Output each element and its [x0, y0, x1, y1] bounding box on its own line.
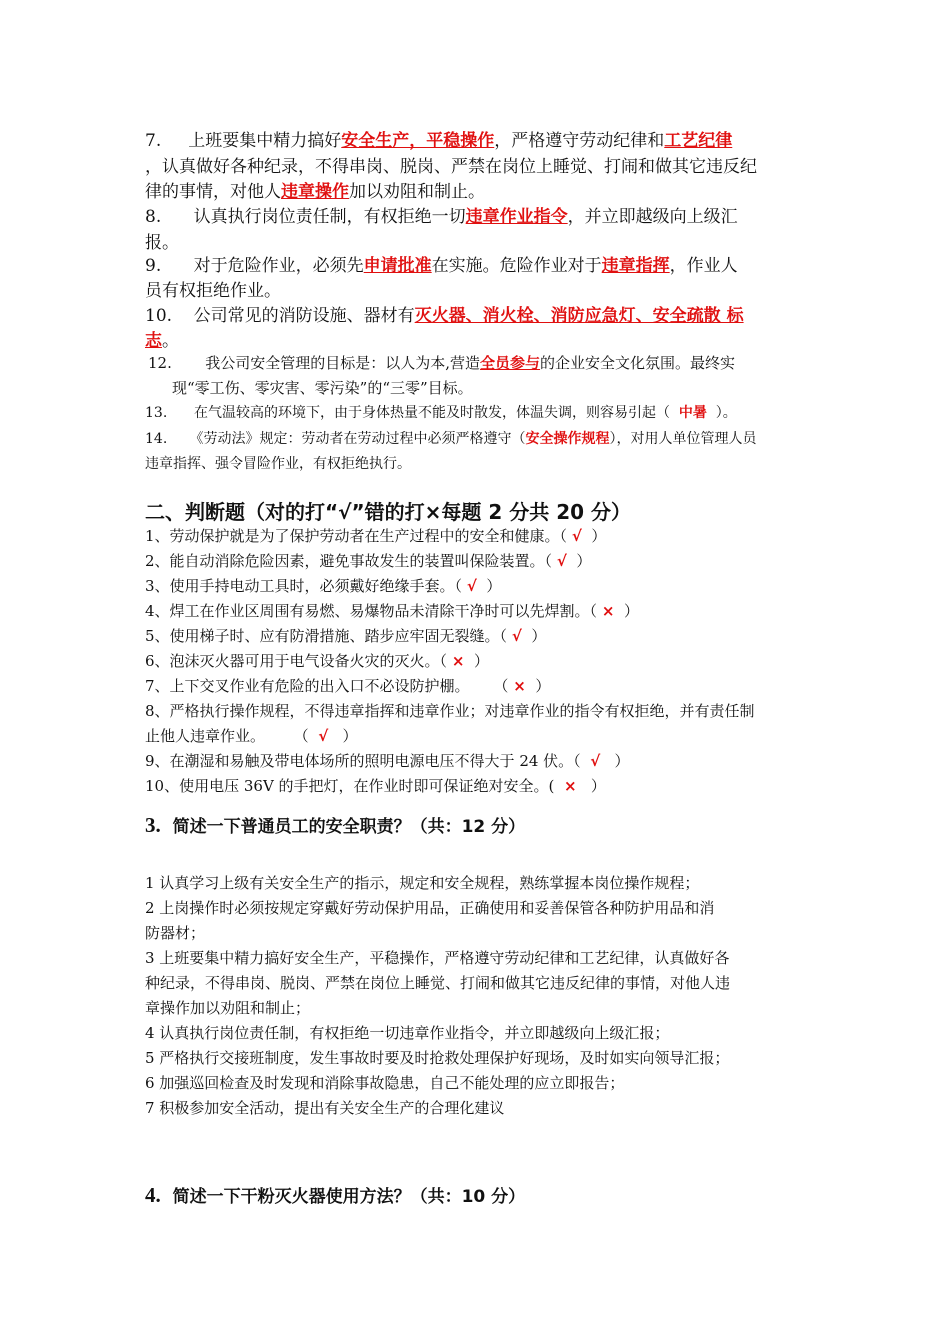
judge-item-3	[145, 575, 501, 596]
question-number: 8.	[145, 207, 162, 227]
fill-question-14-line-2: 违章指挥、强令冒险作业，有权拒绝执行。	[145, 456, 411, 472]
judge-close: ）	[342, 727, 358, 745]
question-text: ），对用人单位管理人员	[609, 431, 757, 447]
judge-close: ）	[576, 552, 592, 570]
answer-mark: ×	[563, 777, 577, 795]
answer-mark: ×	[601, 602, 615, 620]
section-title-judge: 二、判断题（对的打“√”错的打×每题 2 分共 20 分）	[145, 500, 631, 524]
judge-close: ）	[614, 752, 630, 770]
q3-answer-line-9: 6 加强巡回检查及时发现和消除事故隐患，自己不能处理的应立即报告；	[145, 1074, 625, 1092]
question-text: ，作业人	[669, 256, 738, 276]
section-title-text: 简述一下干粉灭火器使用方法？（共：10 分）	[172, 1187, 526, 1207]
judge-text: 10、使用电压 36V 的手把灯，在作业时即可保证绝对安全。(	[145, 777, 555, 795]
section-title-q4	[145, 1182, 525, 1208]
judge-item-7	[145, 675, 550, 696]
judge-item-10	[145, 775, 606, 796]
judge-close: ）	[623, 602, 639, 620]
judge-open: （	[493, 677, 509, 695]
answer-text: 中暑	[678, 405, 707, 421]
q3-answer-line-3: 防器材；	[145, 924, 206, 942]
judge-open: （	[293, 727, 309, 745]
fill-question-8	[145, 202, 738, 227]
answer-mark: ×	[451, 652, 465, 670]
q3-answer-line-7: 4 认真执行岗位责任制，有权拒绝一切违章作业指令，并立即越级向上级汇报；	[145, 1024, 670, 1042]
judge-close: ）	[531, 627, 547, 645]
question-text: 。	[162, 331, 179, 351]
question-text: ，严格遵守劳动纪律和	[494, 131, 665, 151]
q3-answer-line-6: 章操作加以劝阻和制止；	[145, 999, 311, 1017]
judge-item-4	[145, 600, 639, 621]
judge-close: ）	[590, 777, 606, 795]
fill-question-8-line-2: 报。	[145, 233, 179, 253]
answer-blank: 违章操作	[281, 182, 349, 202]
question-text: 《劳动法》规定：劳动者在劳动过程中必须严格遵守（	[189, 431, 526, 447]
q3-answer-line-10: 7 积极参加安全活动，提出有关安全生产的合理化建议	[145, 1099, 505, 1117]
fill-question-9	[145, 251, 738, 276]
answer-blank: 违章指挥	[601, 256, 670, 276]
question-number: 12.	[148, 354, 172, 372]
question-text: 公司常见的消防设施、器材有	[193, 306, 415, 326]
fill-question-12	[148, 352, 735, 373]
section-number: 3.	[145, 813, 161, 837]
answer-blank: 灭火器、消火栓、消防应急灯、安全疏散 标	[414, 306, 744, 326]
q3-answer-line-4: 3 上班要集中精力搞好安全生产，平稳操作，严格遵守劳动纪律和工艺纪律，认真做好各	[145, 949, 730, 967]
question-number: 13.	[145, 405, 168, 421]
fill-question-12-line-2: 现“零工伤、零灾害、零污染”的“三零”目标。	[172, 379, 473, 397]
section-title-text: 简述一下普通员工的安全职责？（共：12 分）	[172, 817, 526, 837]
answer-blank: 志	[145, 331, 162, 351]
q3-answer-line-8: 5 严格执行交接班制度，发生事故时要及时抢救处理保护好现场，及时如实向领导汇报；	[145, 1049, 730, 1067]
judge-text: 5、使用梯子时、应有防滑措施、踏步应牢固无裂缝。（	[145, 627, 508, 645]
question-number: 14.	[145, 431, 168, 447]
answer-blank: 申请批准	[363, 256, 432, 276]
answer-blank: 工艺纪律	[664, 131, 733, 151]
judge-text: 2、能自动消除危险因素，避免事故发生的装置叫保险装置。（	[145, 552, 553, 570]
judge-close: ）	[486, 577, 502, 595]
judge-text: 1、劳动保护就是为了保护劳动者在生产过程中的安全和健康。（	[145, 527, 568, 545]
question-text: ）。	[715, 405, 737, 421]
fill-question-13	[145, 402, 737, 422]
answer-mark: √	[511, 627, 522, 645]
answer-mark: √	[590, 752, 601, 770]
judge-item-8: 8、严格执行操作规程，不得违章指挥和违章作业；对违章作业的指令有权拒绝，并有责任制	[145, 702, 755, 720]
fill-question-10-line-2	[145, 326, 179, 351]
fill-question-7-line-3	[145, 177, 485, 202]
section-title-q3	[145, 812, 525, 838]
fill-question-14	[145, 428, 757, 448]
judge-close: ）	[473, 652, 489, 670]
judge-text: 3、使用手持电动工具时，必须戴好绝缘手套。（	[145, 577, 463, 595]
judge-close: ）	[591, 527, 607, 545]
answer-mark: √	[318, 727, 329, 745]
answer-mark: √	[556, 552, 567, 570]
question-text: 我公司安全管理的目标是：以人为本,营造	[205, 354, 481, 372]
question-text: 认真执行岗位责任制，有权拒绝一切	[193, 207, 466, 227]
answer-blank: 安全生产，平稳操作	[341, 131, 495, 151]
question-text: 加以劝阻和制止。	[349, 182, 485, 202]
q3-answer-line-1: 1 认真学习上级有关安全生产的指示，规定和安全规程，熟练掌握本岗位操作规程；	[145, 874, 700, 892]
answer-mark: √	[571, 527, 582, 545]
judge-item-5	[145, 625, 546, 646]
judge-text: 6、泡沫灭火器可用于电气设备火灾的灭火。（	[145, 652, 448, 670]
judge-item-1	[145, 525, 606, 546]
judge-text: 7、上下交叉作业有危险的出入口不必设防护棚。	[145, 677, 470, 695]
fill-question-10	[145, 301, 744, 326]
judge-item-2	[145, 550, 591, 571]
question-text: ，并立即越级向上级汇	[567, 207, 738, 227]
fill-question-7-line-2: ，认真做好各种纪录，不得串岗、脱岗、严禁在岗位上睡觉、打闹和做其它违反纪	[145, 157, 757, 177]
q3-answer-line-5: 种纪录，不得串岗、脱岗、严禁在岗位上睡觉、打闹和做其它违反纪律的事情，对他人违	[145, 974, 731, 992]
fill-question-9-line-2: 员有权拒绝作业。	[145, 281, 281, 301]
q3-answer-line-2: 2 上岗操作时必须按规定穿戴好劳动保护用品，正确使用和妥善保管各种防护用品和消	[145, 899, 715, 917]
question-number: 7.	[145, 131, 162, 151]
question-text: 上班要集中精力搞好	[188, 131, 342, 151]
question-text: 的企业安全文化氛围。最终实	[540, 354, 736, 372]
section-number: 4.	[145, 1183, 161, 1207]
answer-mark: √	[466, 577, 477, 595]
question-text: 在气温较高的环境下，由于身体热量不能及时散发，体温失调，则容易引起（	[193, 405, 670, 421]
judge-item-8-line-2	[145, 725, 358, 746]
answer-blank: 违章作业指令	[465, 207, 568, 227]
question-text: 律的事情，对他人	[145, 182, 281, 202]
judge-item-6	[145, 650, 489, 671]
answer-text: 安全操作规程	[525, 431, 610, 447]
judge-text: 9、在潮湿和易触及带电体场所的照明电源电压不得大于 24 伏。（	[145, 752, 581, 770]
answer-blank: 全员参与	[480, 354, 541, 372]
question-text: 在实施。危险作业对于	[431, 256, 602, 276]
judge-item-9	[145, 750, 630, 771]
question-text: 对于危险作业，必须先	[193, 256, 364, 276]
judge-text: 止他人违章作业。	[145, 727, 266, 745]
question-number: 9.	[145, 256, 162, 276]
judge-close: ）	[535, 677, 551, 695]
answer-mark: ×	[513, 677, 526, 695]
question-number: 10.	[145, 306, 173, 326]
fill-question-7	[145, 126, 732, 151]
judge-text: 4、焊工在作业区周围有易燃、易爆物品未清除干净时可以先焊割。（	[145, 602, 598, 620]
